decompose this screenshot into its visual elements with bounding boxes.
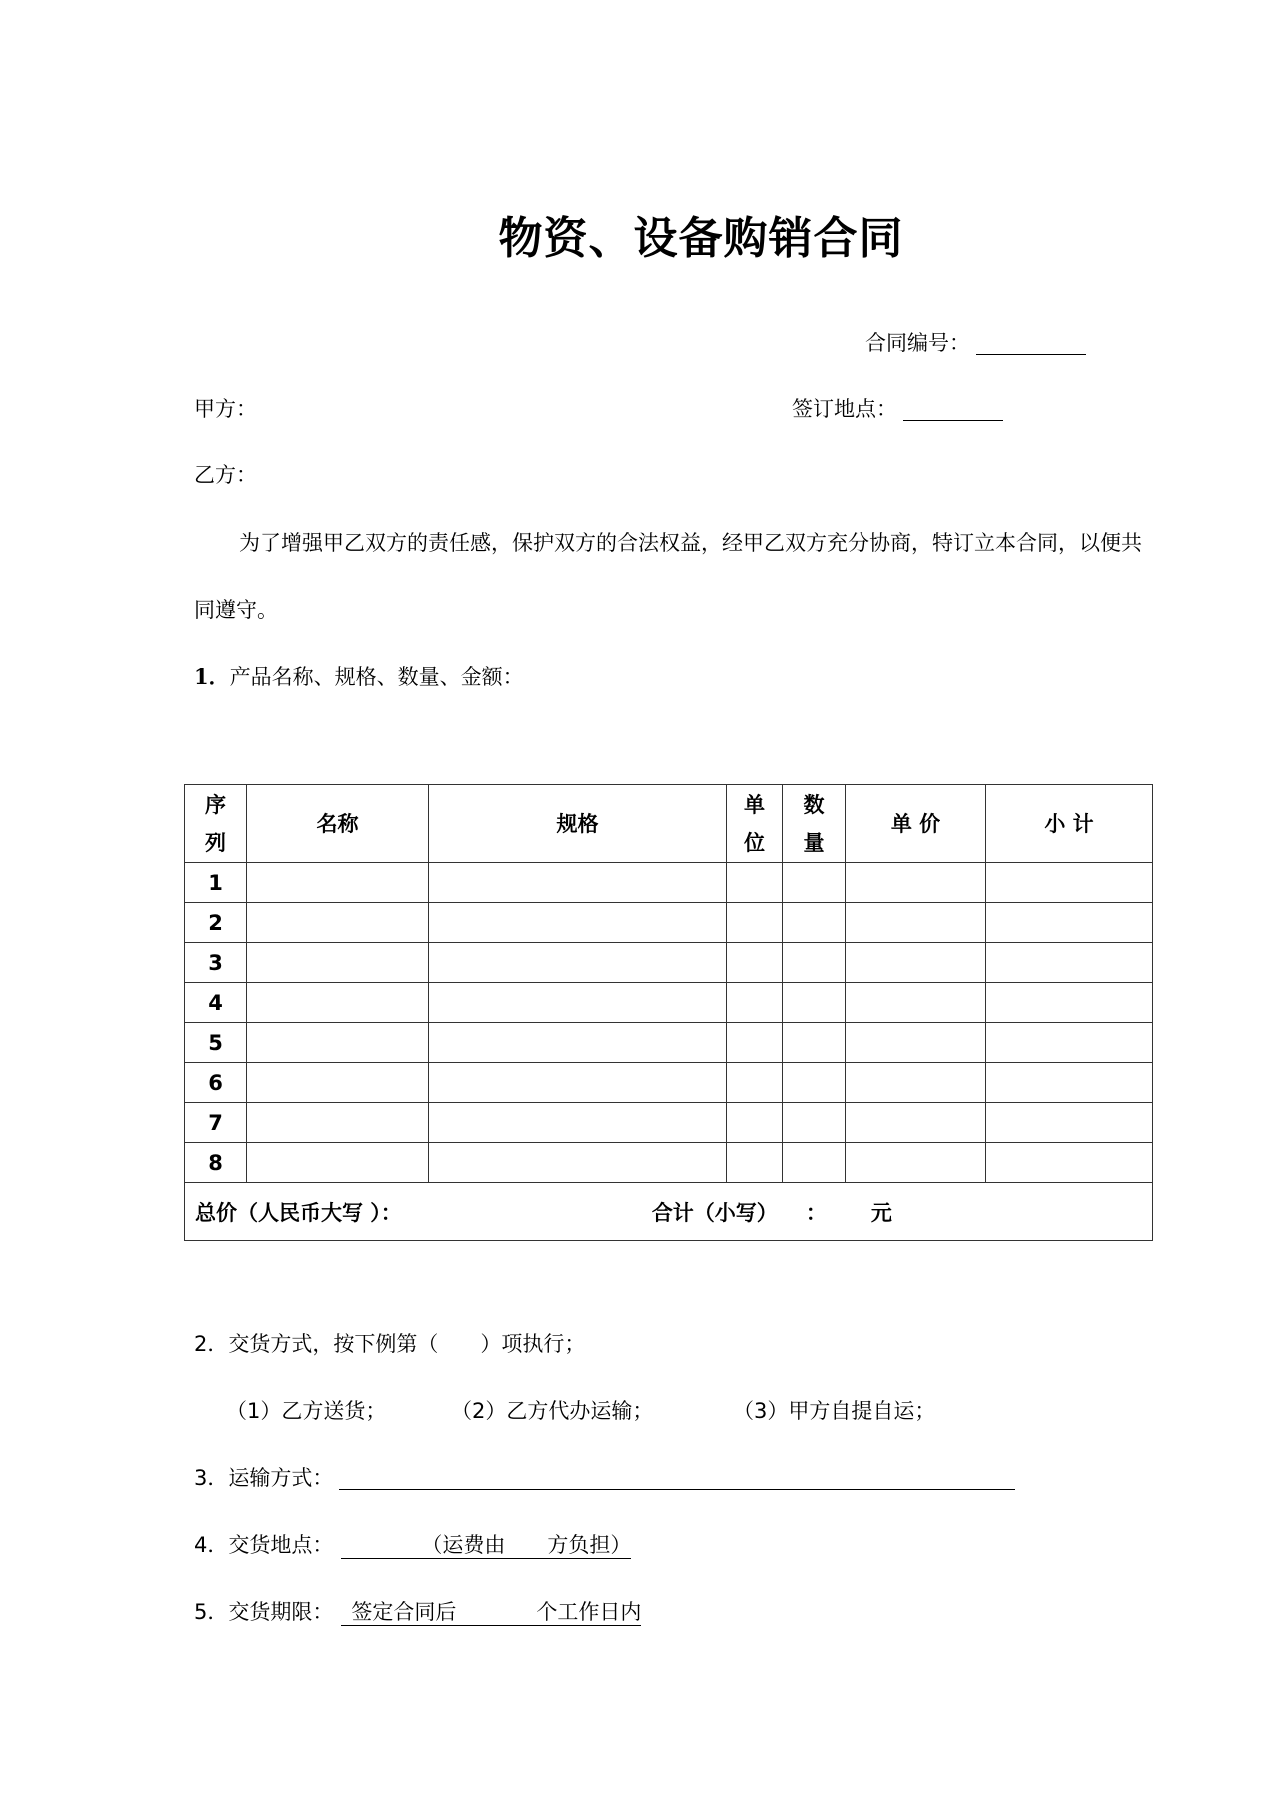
cell-subtotal[interactable] <box>986 1063 1153 1103</box>
section-2-text: 2．交货方式，按下例第（ ）项执行； <box>194 1332 586 1356</box>
cell-qty[interactable] <box>783 863 846 903</box>
cell-subtotal[interactable] <box>986 863 1153 903</box>
sum-label: 合计（小写） <box>651 1200 778 1225</box>
table-row <box>185 863 1153 903</box>
sum-colon: ： <box>805 1200 827 1225</box>
cell-subtotal[interactable] <box>986 903 1153 943</box>
section-5-line <box>194 1600 641 1626</box>
header-qty: 数 量 <box>783 785 846 863</box>
header-spec: 规格 <box>429 785 727 863</box>
cell-name[interactable] <box>247 943 429 983</box>
cell-unit[interactable] <box>727 1143 783 1183</box>
sign-place-blank[interactable] <box>903 398 1003 421</box>
section-1-heading <box>194 665 524 689</box>
header-subtotal: 小 计 <box>986 785 1153 863</box>
section-1-number: 1． <box>194 664 230 689</box>
freight-note-b: 方负担） <box>547 1533 632 1557</box>
cell-name[interactable] <box>247 903 429 943</box>
table-row <box>185 1143 1153 1183</box>
delivery-deadline-field[interactable] <box>341 1600 641 1626</box>
product-table <box>184 784 1153 1241</box>
section-1-label: 产品名称、规格、数量、金额： <box>229 665 524 689</box>
document-title: 物资、设备购销合同 <box>498 213 904 264</box>
contract-number-line <box>865 331 1086 355</box>
cell-subtotal[interactable] <box>986 1023 1153 1063</box>
cell-subtotal[interactable] <box>986 1103 1153 1143</box>
cell-unit[interactable] <box>727 1103 783 1143</box>
cell-qty[interactable] <box>783 943 846 983</box>
cell-price[interactable] <box>846 863 986 903</box>
cell-name[interactable] <box>247 983 429 1023</box>
cell-qty[interactable] <box>783 983 846 1023</box>
cell-unit[interactable] <box>727 1063 783 1103</box>
table-row <box>185 943 1153 983</box>
cell-unit[interactable] <box>727 983 783 1023</box>
intro-line-1: 为了增强甲乙双方的责任感，保护双方的合法权益，经甲乙双方充分协商，特订立本合同，以便共 <box>239 531 1142 555</box>
row-number: 5 <box>185 1023 247 1063</box>
row-number: 3 <box>185 943 247 983</box>
cell-qty[interactable] <box>783 1063 846 1103</box>
transport-method-blank[interactable] <box>339 1467 1015 1490</box>
party-a-label: 甲方： <box>194 397 257 421</box>
cell-price[interactable] <box>846 903 986 943</box>
cell-subtotal[interactable] <box>986 943 1153 983</box>
cell-unit[interactable] <box>727 1023 783 1063</box>
cell-name[interactable] <box>247 1143 429 1183</box>
table-row <box>185 1023 1153 1063</box>
cell-spec[interactable] <box>429 1023 727 1063</box>
section-4-line <box>194 1533 631 1559</box>
header-name: 名称 <box>247 785 429 863</box>
total-label: 总价（人民币大写 ）： <box>195 1200 402 1225</box>
section-3-label: 3．运输方式： <box>194 1466 334 1490</box>
contract-number-blank[interactable] <box>976 332 1086 355</box>
cell-price[interactable] <box>846 983 986 1023</box>
header-price: 单 价 <box>846 785 986 863</box>
cell-name[interactable] <box>247 1063 429 1103</box>
cell-qty[interactable] <box>783 1143 846 1183</box>
row-number: 4 <box>185 983 247 1023</box>
section-4-label: 4．交货地点： <box>194 1533 334 1557</box>
total-cell[interactable] <box>185 1183 1153 1241</box>
header-seq: 序 列 <box>185 785 247 863</box>
cell-qty[interactable] <box>783 1023 846 1063</box>
row-number: 1 <box>185 863 247 903</box>
delivery-option-2: （2）乙方代办运输； <box>451 1399 654 1423</box>
cell-spec[interactable] <box>429 983 727 1023</box>
cell-spec[interactable] <box>429 863 727 903</box>
cell-spec[interactable] <box>429 1063 727 1103</box>
cell-price[interactable] <box>846 1143 986 1183</box>
cell-name[interactable] <box>247 863 429 903</box>
party-b-label: 乙方： <box>194 463 257 487</box>
cell-spec[interactable] <box>429 943 727 983</box>
cell-qty[interactable] <box>783 1103 846 1143</box>
cell-subtotal[interactable] <box>986 983 1153 1023</box>
cell-price[interactable] <box>846 1103 986 1143</box>
row-number: 7 <box>185 1103 247 1143</box>
sign-place-label: 签订地点： <box>792 397 897 421</box>
table-header-row <box>185 785 1153 863</box>
delivery-option-3: （3）甲方自提自运； <box>733 1399 936 1423</box>
cell-spec[interactable] <box>429 1103 727 1143</box>
cell-price[interactable] <box>846 1023 986 1063</box>
currency-label: 元 <box>870 1200 892 1225</box>
row-number: 8 <box>185 1143 247 1183</box>
cell-unit[interactable] <box>727 863 783 903</box>
cell-name[interactable] <box>247 1023 429 1063</box>
row-number: 6 <box>185 1063 247 1103</box>
cell-price[interactable] <box>846 943 986 983</box>
cell-spec[interactable] <box>429 903 727 943</box>
table-total-row <box>185 1183 1153 1241</box>
table-row <box>185 983 1153 1023</box>
cell-subtotal[interactable] <box>986 1143 1153 1183</box>
cell-unit[interactable] <box>727 903 783 943</box>
cell-qty[interactable] <box>783 903 846 943</box>
freight-note-a: （运费由 <box>421 1533 506 1557</box>
cell-spec[interactable] <box>429 1143 727 1183</box>
row-number: 2 <box>185 903 247 943</box>
contract-number-label: 合同编号： <box>865 331 970 355</box>
cell-price[interactable] <box>846 1063 986 1103</box>
section-5-label: 5．交货期限： <box>194 1600 334 1624</box>
delivery-option-1: （1）乙方送货； <box>226 1399 387 1423</box>
intro-line-2: 同遵守。 <box>194 598 278 622</box>
delivery-place-field[interactable] <box>341 1533 631 1559</box>
header-unit: 单 位 <box>727 785 783 863</box>
table-row <box>185 903 1153 943</box>
table-row <box>185 1103 1153 1143</box>
cell-unit[interactable] <box>727 943 783 983</box>
sign-place-line <box>792 397 1003 421</box>
deadline-text-b: 个工作日内 <box>536 1600 642 1624</box>
deadline-text-a: 签定合同后 <box>351 1600 457 1624</box>
table-row <box>185 1063 1153 1103</box>
cell-name[interactable] <box>247 1103 429 1143</box>
section-3-line <box>194 1466 1015 1490</box>
